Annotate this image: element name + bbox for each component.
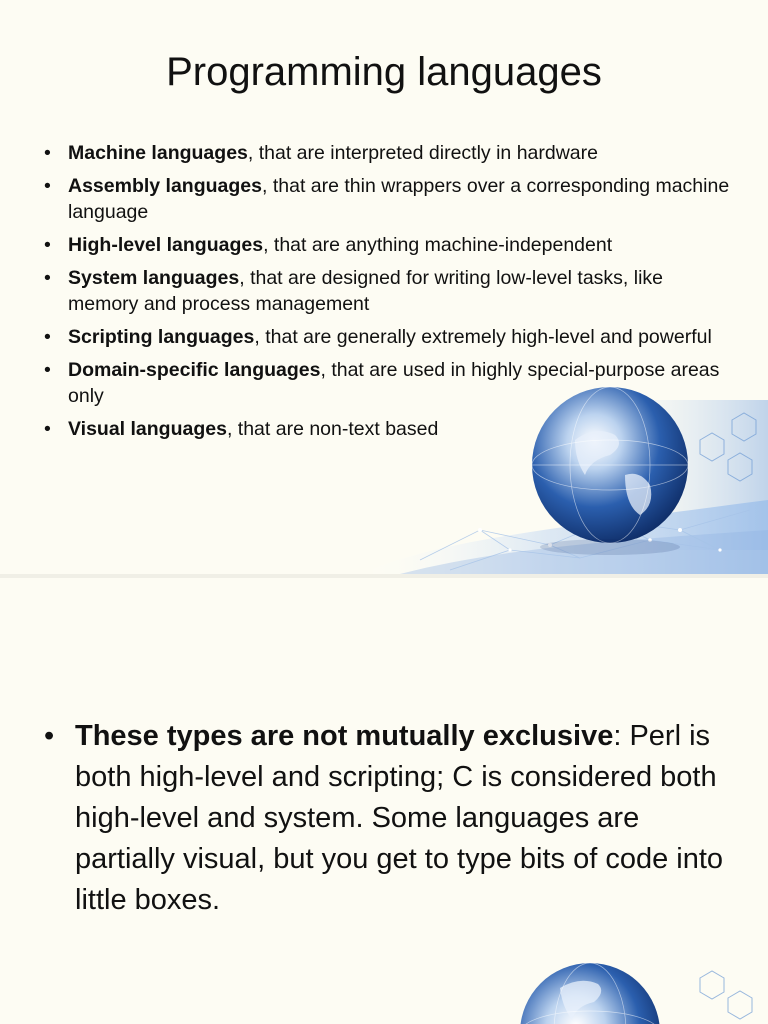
bullet-term: System languages [68, 267, 240, 289]
bullet-term: Scripting languages [68, 326, 255, 348]
bullet-text: , that are generally extremely high-level and powerful [254, 326, 712, 348]
bullet-item [44, 357, 734, 409]
slide-2 [0, 578, 768, 1024]
bullet-text: , that are interpreted directly in hardware [247, 142, 598, 164]
bullet-term: Assembly languages [68, 175, 262, 197]
globe-network-image [500, 948, 768, 1024]
bullet-term: These types are not mutually exclusive [75, 720, 614, 752]
bullet-term: Machine languages [68, 142, 248, 164]
bullet-item [44, 173, 734, 225]
bullet-list [44, 140, 734, 449]
bullet-list [44, 716, 724, 921]
bullet-text: , that are designed for writing low-level tasks, like memory and process management [68, 267, 664, 315]
bullet-term: Domain-specific languages [68, 359, 321, 381]
bullet-term: High-level languages [68, 234, 264, 256]
slide-title: Programming languages [166, 50, 602, 94]
bullet-text: , that are used in highly special-purpose areas only [68, 359, 720, 407]
bullet-item [44, 232, 734, 258]
bullet-item [44, 140, 734, 166]
bullet-text: , that are anything machine-independent [263, 234, 613, 256]
bullet-item [44, 416, 734, 442]
bullet-text: , that are thin wrappers over a corresponding machine language [68, 175, 730, 223]
bullet-item [44, 265, 734, 317]
bullet-item [44, 324, 734, 350]
bullet-text: , that are non-text based [226, 418, 439, 440]
bullet-item [44, 716, 724, 921]
bullet-term: Visual languages [68, 418, 227, 440]
bullet-text: : Perl is both high-level and scripting; C is considered both high-level and system. Some languages are partially visual, but you get to type bits of code into little boxes. [75, 720, 724, 916]
